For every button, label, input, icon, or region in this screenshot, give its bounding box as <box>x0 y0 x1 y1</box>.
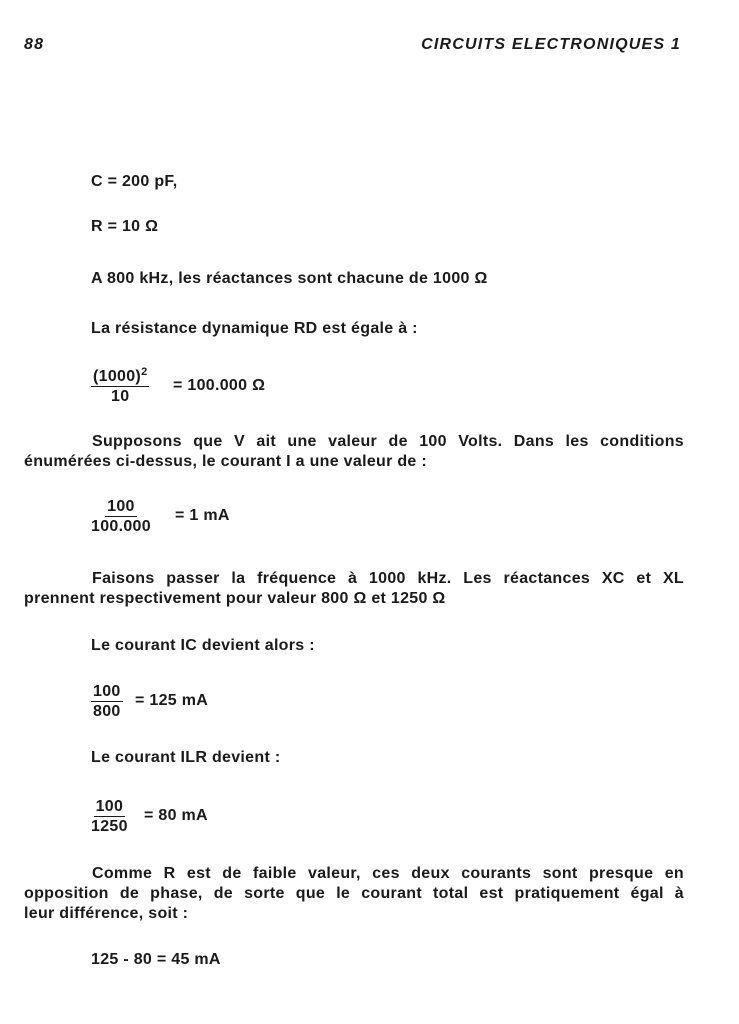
current-result: = 1 mA <box>175 507 230 524</box>
current-fraction <box>91 498 151 536</box>
ic-fraction <box>91 683 123 721</box>
capacitance-line: C = 200 pF, <box>91 173 178 190</box>
frequency-line-2: prennent respectivement pour valeur 800 Ω et 1250 Ω <box>24 590 446 607</box>
page-number: 88 <box>24 36 45 53</box>
rd-intro-line: La résistance dynamique RD est égale à : <box>91 320 418 337</box>
ilr-fraction <box>91 798 128 836</box>
opposition-line-1: Comme R est de faible valeur, ces deux courants sont presque en <box>92 865 684 882</box>
suppose-line-2: énumérées ci-dessus, le courant I a une valeur de : <box>24 453 428 470</box>
current-fraction-numerator: 100 <box>107 498 135 515</box>
rd-fraction-denominator: 10 <box>111 388 130 405</box>
ilr-fraction-numerator: 100 <box>95 798 124 815</box>
reactances-line: A 800 kHz, les réactances sont chacune de 1000 Ω <box>91 270 488 287</box>
opposition-paragraph <box>24 864 684 924</box>
suppose-line-1: Supposons que V ait une valeur de 100 Volts. Dans les conditions <box>92 433 684 450</box>
rd-fraction <box>91 368 149 406</box>
ic-fraction-numerator: 100 <box>93 683 121 700</box>
opposition-line-2: opposition de phase, de sorte que le courant total est pratiquement égal à <box>24 885 684 902</box>
running-title: CIRCUITS ELECTRONIQUES 1 <box>421 36 681 53</box>
ilr-result: = 80 mA <box>144 807 208 824</box>
ilr-intro-line: Le courant ILR devient : <box>91 749 281 766</box>
ilr-fraction-denominator: 1250 <box>91 818 128 835</box>
rd-result: = 100.000 Ω <box>173 377 266 394</box>
final-result-line: 125 - 80 = 45 mA <box>91 951 221 968</box>
frequency-paragraph <box>24 569 684 609</box>
ic-intro-line: Le courant IC devient alors : <box>91 637 315 654</box>
frequency-line-1: Faisons passer la fréquence à 1000 kHz. Les réactances XC et XL <box>92 570 684 587</box>
ic-result: = 125 mA <box>135 692 209 709</box>
rd-fraction-numerator: $(1000)^2$ <box>93 366 148 385</box>
ic-fraction-denominator: 800 <box>93 703 121 720</box>
current-fraction-denominator: 100.000 <box>91 518 151 535</box>
opposition-line-3: leur différence, soit : <box>24 905 189 922</box>
suppose-paragraph <box>24 432 684 472</box>
resistance-line: R = 10 Ω <box>91 218 159 235</box>
